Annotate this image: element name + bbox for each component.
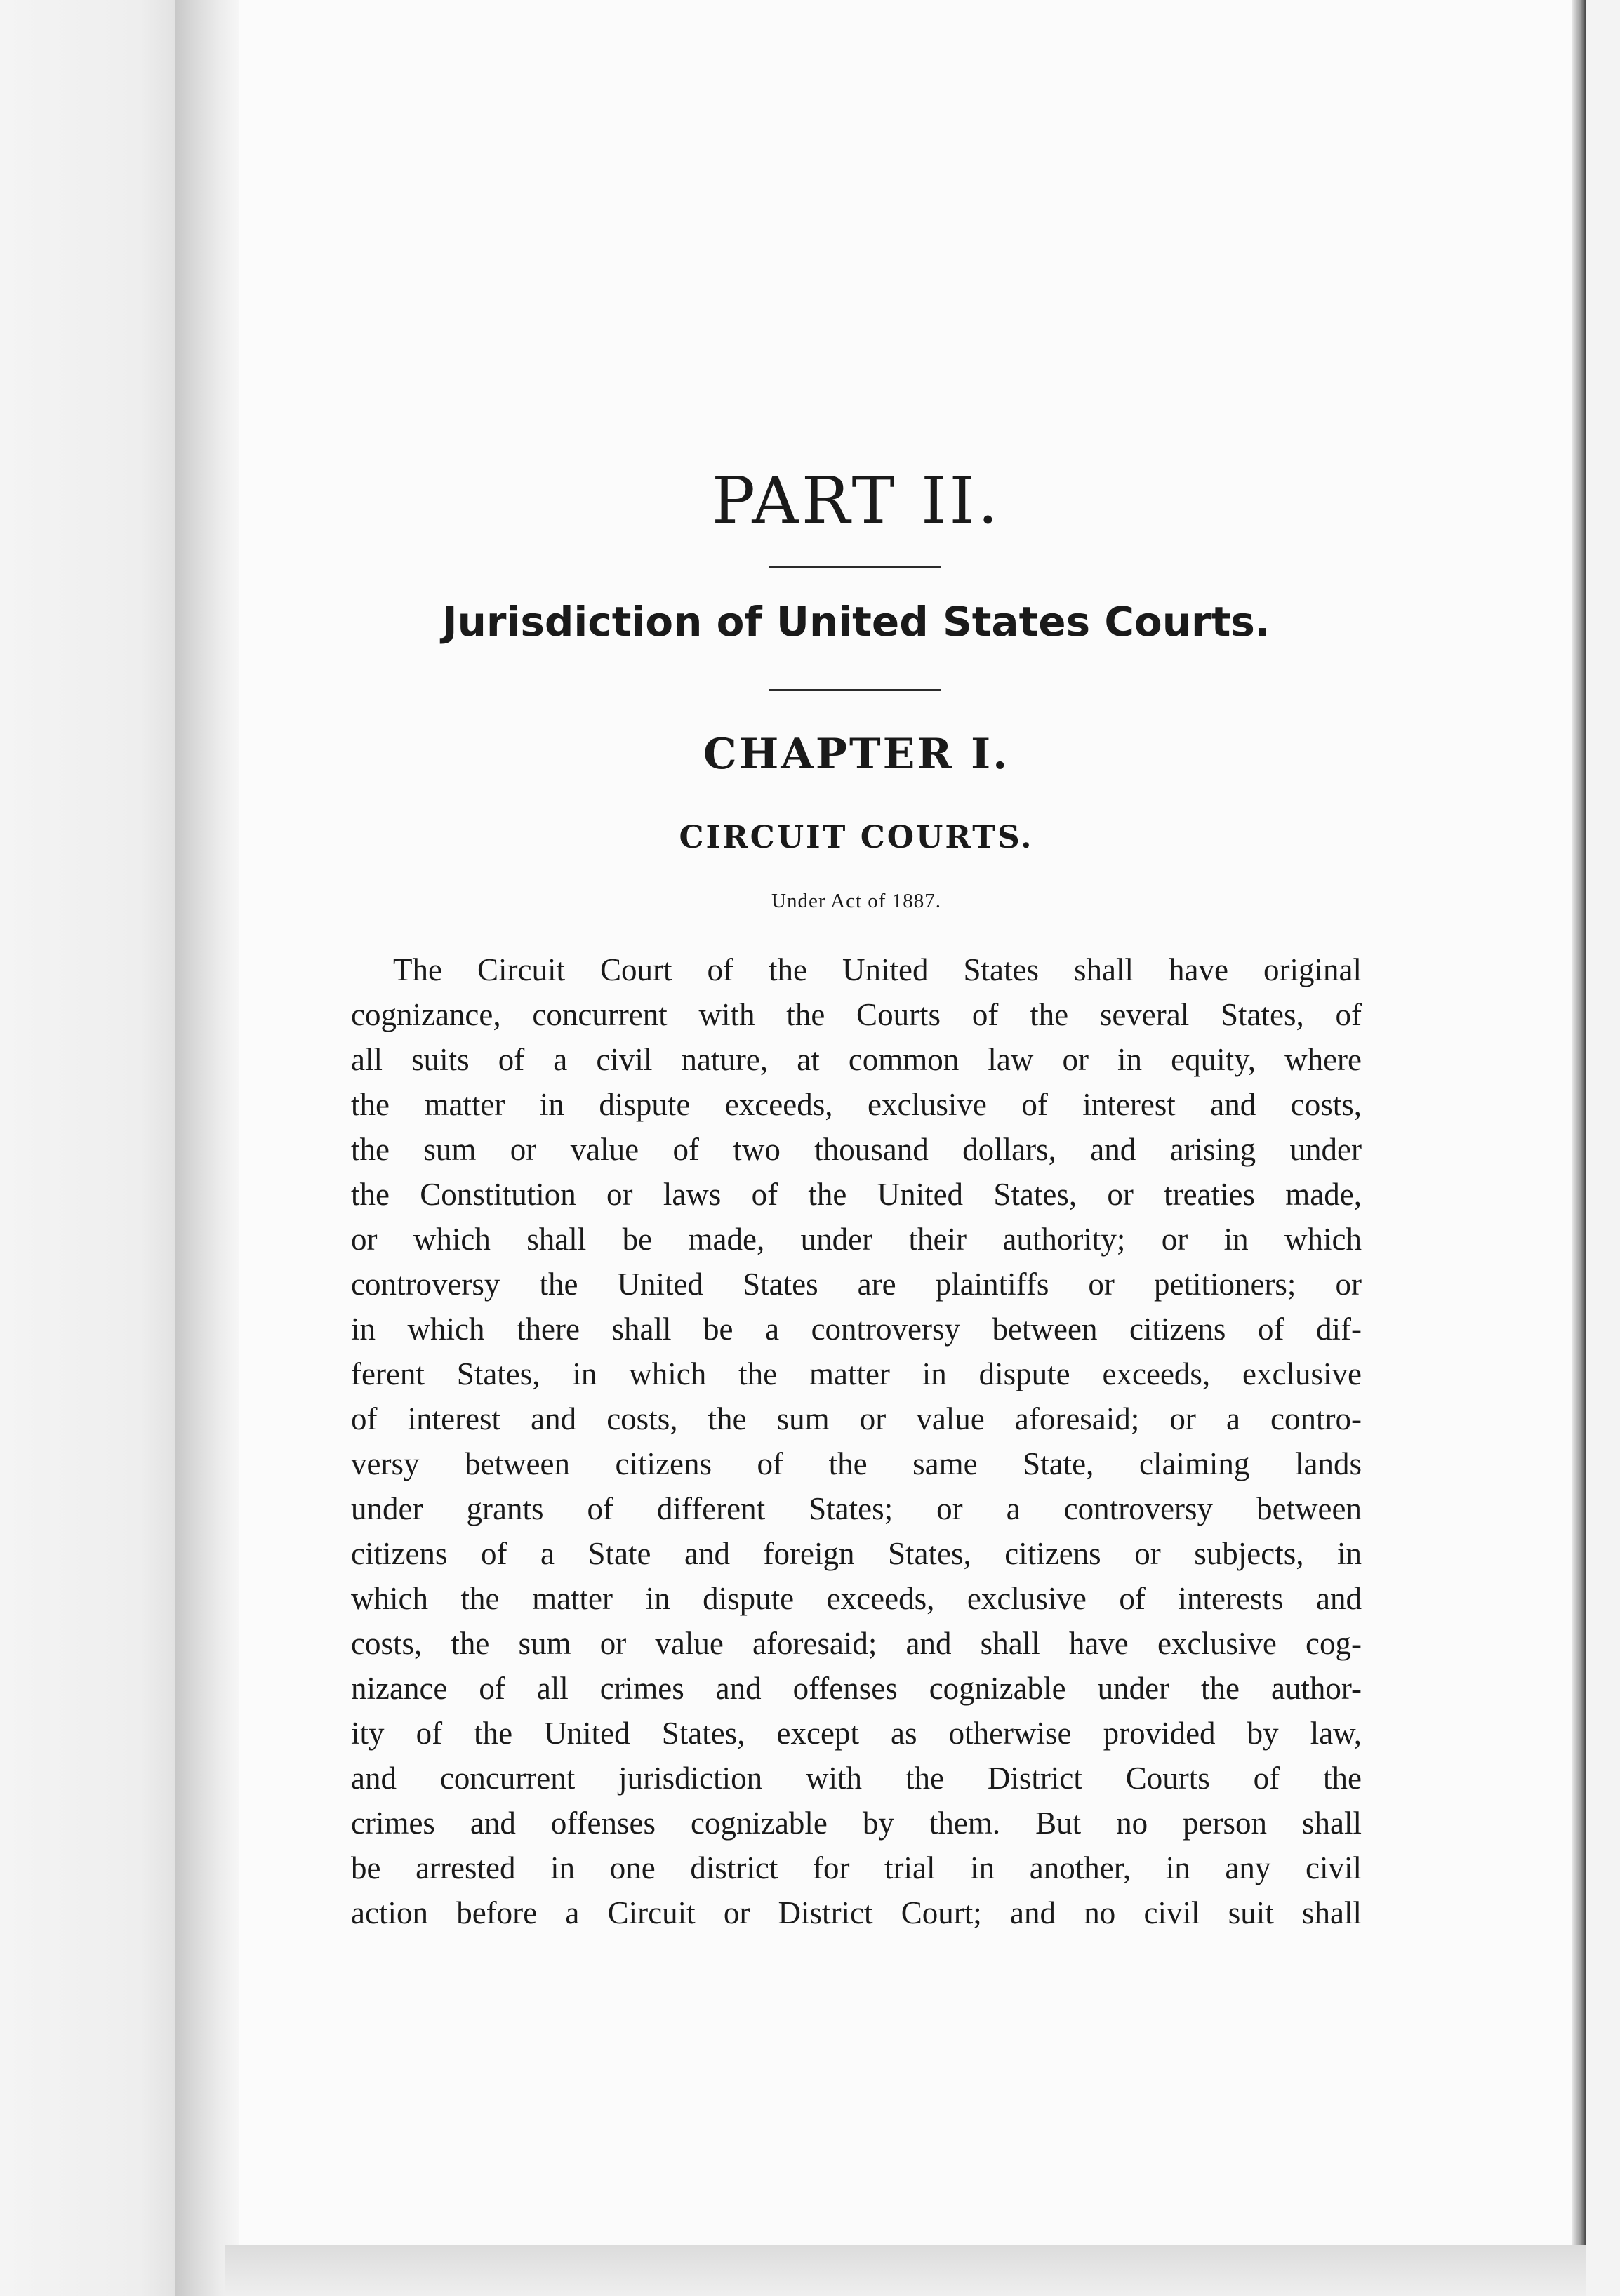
text-line: under grants of different States; or a controversy between — [351, 1491, 1362, 1526]
page-bottom-edge — [225, 2245, 1586, 2296]
divider-rule — [769, 689, 941, 691]
facing-page-blank — [0, 0, 175, 2296]
text-line: ferent States, in which the matter in dispute exceeds, exclusive — [351, 1356, 1362, 1391]
text-line: action before a Circuit or District Court; and no civil suit shall — [351, 1895, 1362, 1930]
text-line: versy between citizens of the same State, claiming lands — [351, 1446, 1362, 1481]
text-line: and concurrent jurisdiction with the District Courts of the — [351, 1761, 1362, 1796]
text-line: The Circuit Court of the United States shall have original — [393, 952, 1362, 987]
text-line: of interest and costs, the sum or value aforesaid; or a contro- — [351, 1401, 1362, 1436]
text-line: crimes and offenses cognizable by them. But no person shall — [351, 1806, 1362, 1841]
text-line: nizance of all crimes and offenses cognizable under the author- — [351, 1671, 1362, 1706]
text-line: the sum or value of two thousand dollars, and arising under — [351, 1132, 1362, 1167]
text-line: citizens of a State and foreign States, citizens or subjects, in — [351, 1536, 1362, 1571]
text-line: costs, the sum or value aforesaid; and shall have exclusive cog- — [351, 1626, 1362, 1661]
chapter-heading: CHAPTER I. — [703, 730, 1010, 779]
text-line: all suits of a civil nature, at common law or in equity, where — [351, 1042, 1362, 1077]
subtitle: Jurisdiction of United States Courts. — [442, 598, 1270, 646]
scan-margin — [1586, 0, 1620, 2296]
text-line: controversy the United States are plaintiffs or petitioners; or — [351, 1267, 1362, 1302]
act-note: Under Act of 1887. — [771, 890, 941, 912]
text-line: the Constitution or laws of the United States, or treaties made, — [351, 1177, 1362, 1212]
text-line: in which there shall be a controversy between citizens of dif- — [351, 1311, 1362, 1347]
book-gutter-shadow — [175, 0, 239, 2296]
section-heading: CIRCUIT COURTS. — [679, 820, 1034, 855]
divider-rule — [769, 566, 941, 568]
text-line: ity of the United States, except as otherwise provided by law, — [351, 1716, 1362, 1751]
body-paragraph — [351, 947, 1362, 1935]
part-heading: PART II. — [711, 463, 1002, 538]
text-line: which the matter in dispute exceeds, exclusive of interests and — [351, 1581, 1362, 1616]
text-line: or which shall be made, under their authority; or in which — [351, 1222, 1362, 1257]
text-line: be arrested in one district for trial in another, in any civil — [351, 1850, 1362, 1885]
text-line: the matter in dispute exceeds, exclusive of interest and costs, — [351, 1087, 1362, 1122]
text-line: cognizance, concurrent with the Courts of the several States, of — [351, 997, 1362, 1032]
page-edge — [1572, 0, 1586, 2296]
